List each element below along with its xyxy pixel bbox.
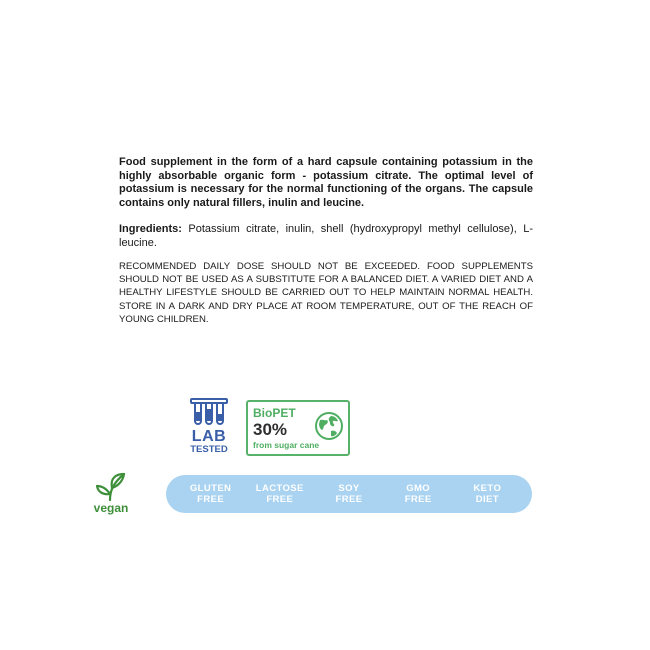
free-item-line2: DIET [475,494,499,505]
lab-tested-badge [184,398,234,460]
free-item-line1: GMO [406,483,431,494]
leaf-icon [94,470,128,502]
biopet-percent: 30% [253,420,288,439]
test-tubes-icon [188,398,230,428]
soy-free-item [320,483,378,505]
ingredients-list: Potassium citrate, inulin, shell (hydroxypropyl methyl cellulose), L-leucine. [119,223,533,249]
keto-diet-item [458,483,516,505]
free-item-line2: FREE [266,494,294,505]
free-item-line2: FREE [404,494,432,505]
vegan-label: vegan [93,501,129,515]
vegan-badge [86,470,136,516]
free-item-line1: LACTOSE [255,483,304,494]
tested-label: TESTED [190,444,228,455]
free-item-line2: FREE [197,494,225,505]
free-item-line1: KETO [473,483,502,494]
lactose-free-item [251,483,309,505]
biopet-badge [246,400,350,456]
free-from-bar [166,475,532,513]
biopet-subtitle: from sugar cane [253,440,320,450]
lab-label: LAB [191,428,227,445]
product-description: Food supplement in the form of a hard capsule containing potassium in the highly absorbable organic form - potassium citrate. The optimal level of potassium is necessary for the normal functioning of the organs. The capsule contains only natural fillers, inulin and leucine. [119,156,533,209]
ingredients-label: Ingredients: [119,223,182,235]
free-item-line1: SOY [338,483,360,494]
globe-icon [314,411,344,441]
gmo-free-item [389,483,447,505]
free-item-line1: GLUTEN [189,483,232,494]
warning-text: RECOMMENDED DAILY DOSE SHOULD NOT BE EXCEEDED. FOOD SUPPLEMENTS SHOULD NOT BE USED AS A SUBSTITUTE FOR A BALANCED DIET. A VARIED DIET AND A HEALTHY LIFESTYLE SHOULD BE CARRIED OUT TO HELP MAINTAIN NORMAL HEALTH. STORE IN A DARK AND DRY PLACE AT ROOM TEMPERATURE, OUT OF THE REACH OF YOUNG CHILDREN. [119,261,533,325]
biopet-title: BioPET [253,406,296,420]
free-item-line2: FREE [335,494,363,505]
gluten-free-item [182,483,240,505]
ingredients-text [119,223,533,250]
